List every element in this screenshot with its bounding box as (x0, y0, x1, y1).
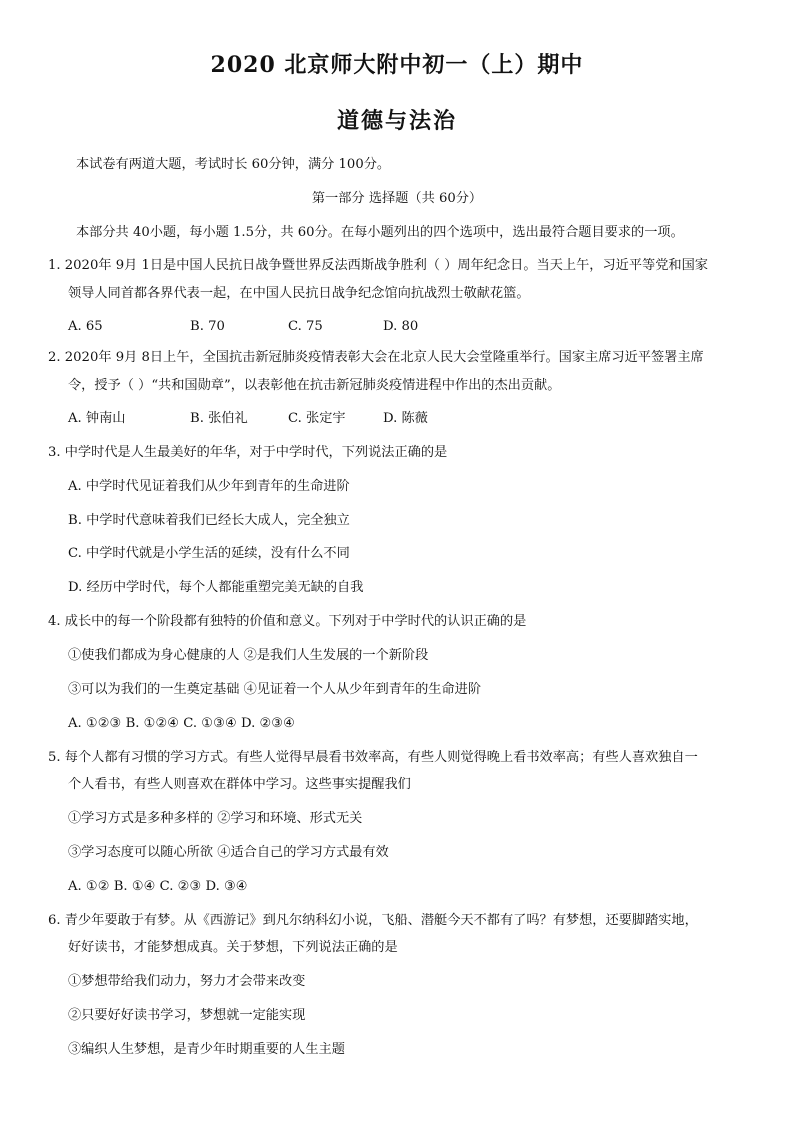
exam-title: 2020 北京师大附中初一（上）期中 (210, 52, 584, 78)
q1-option-d: D. 80 (383, 319, 419, 334)
q1-option-c: C. 75 (288, 319, 323, 334)
q2-option-d: D. 陈薇 (383, 411, 428, 426)
q5-statements-2: ③学习态度可以随心所欲 ④适合自己的学习方式最有效 (68, 845, 389, 860)
q6-statement-3: ③编织人生梦想，是青少年时期重要的人生主题 (68, 1042, 345, 1057)
q1-option-b: B. 70 (190, 319, 225, 334)
q1-stem-line1: 1. 2020年 9月 1日是中国人民抗日战争暨世界反法西斯战争胜利（ ）周年纪念日。当天上午，习近平等党和国家 (48, 258, 708, 273)
q6-statement-2: ②只要好好读书学习，梦想就一定能实现 (68, 1008, 306, 1023)
q5-statements-1: ①学习方式是多种多样的 ②学习和环境、形式无关 (68, 811, 363, 826)
q1-option-a: A. 65 (68, 319, 103, 334)
q3-stem: 3. 中学时代是人生最美好的年华，对于中学时代，下列说法正确的是 (48, 445, 448, 460)
q6-statement-1: ①梦想带给我们动力，努力才会带来改变 (68, 974, 306, 989)
q2-option-b: B. 张伯礼 (190, 411, 248, 426)
part1-heading: 第一部分 选择题（共 60分） (311, 191, 483, 206)
exam-intro: 本试卷有两道大题，考试时长 60分钟，满分 100分。 (76, 157, 391, 172)
q3-option-a: A. 中学时代见证着我们从少年到青年的生命进阶 (68, 479, 350, 494)
q5-stem-line1: 5. 每个人都有习惯的学习方式。有些人觉得早晨看书效率高，有些人则觉得晚上看书效率高；有些人喜欢独自一 (48, 750, 698, 765)
q3-option-b: B. 中学时代意味着我们已经长大成人，完全独立 (68, 513, 350, 528)
q5-stem-line2: 个人看书，有些人则喜欢在群体中学习。这些事实提醒我们 (68, 777, 411, 792)
q4-options: A. ①②③ B. ①②④ C. ①③④ D. ②③④ (68, 716, 295, 731)
q5-options: A. ①② B. ①④ C. ②③ D. ③④ (68, 879, 248, 894)
q2-stem-line2: 令，授予（ ）“共和国勋章”，以表彰他在抗击新冠肺炎疫情进程中作出的杰出贡献。 (68, 378, 561, 393)
q2-stem-line1: 2. 2020年 9月 8日上午，全国抗击新冠肺炎疫情表彰大会在北京人民大会堂隆重举行。国家主席习近平签署主席 (48, 350, 704, 365)
q4-statements-1: ①使我们都成为身心健康的人 ②是我们人生发展的一个新阶段 (68, 648, 429, 663)
q2-option-a: A. 钟南山 (68, 411, 126, 426)
q3-option-c: C. 中学时代就是小学生活的延续，没有什么不同 (68, 546, 350, 561)
subject-title: 道德与法治 (336, 108, 457, 134)
q4-stem: 4. 成长中的每一个阶段都有独特的价值和意义。下列对于中学时代的认识正确的是 (48, 614, 527, 629)
q2-option-c: C. 张定宇 (288, 411, 346, 426)
q1-stem-line2: 领导人同首都各界代表一起，在中国人民抗日战争纪念馆向抗战烈士敬献花篮。 (68, 286, 530, 301)
q6-stem-line2: 好好读书，才能梦想成真。关于梦想，下列说法正确的是 (68, 940, 398, 955)
q3-option-d: D. 经历中学时代，每个人都能重塑完美无缺的自我 (68, 580, 364, 595)
q6-stem-line1: 6. 青少年要敢于有梦。从《西游记》到凡尔纳科幻小说，飞船、潜艇今天不都有了吗？有梦想，还要脚踏实地， (48, 913, 698, 928)
q4-statements-2: ③可以为我们的一生奠定基础 ④见证着一个人从少年到青年的生命进阶 (68, 682, 482, 697)
part1-instruction: 本部分共 40小题，每小题 1.5分，共 60分。在每小题列出的四个选项中，选出最符合题目要求的一项。 (76, 225, 684, 240)
